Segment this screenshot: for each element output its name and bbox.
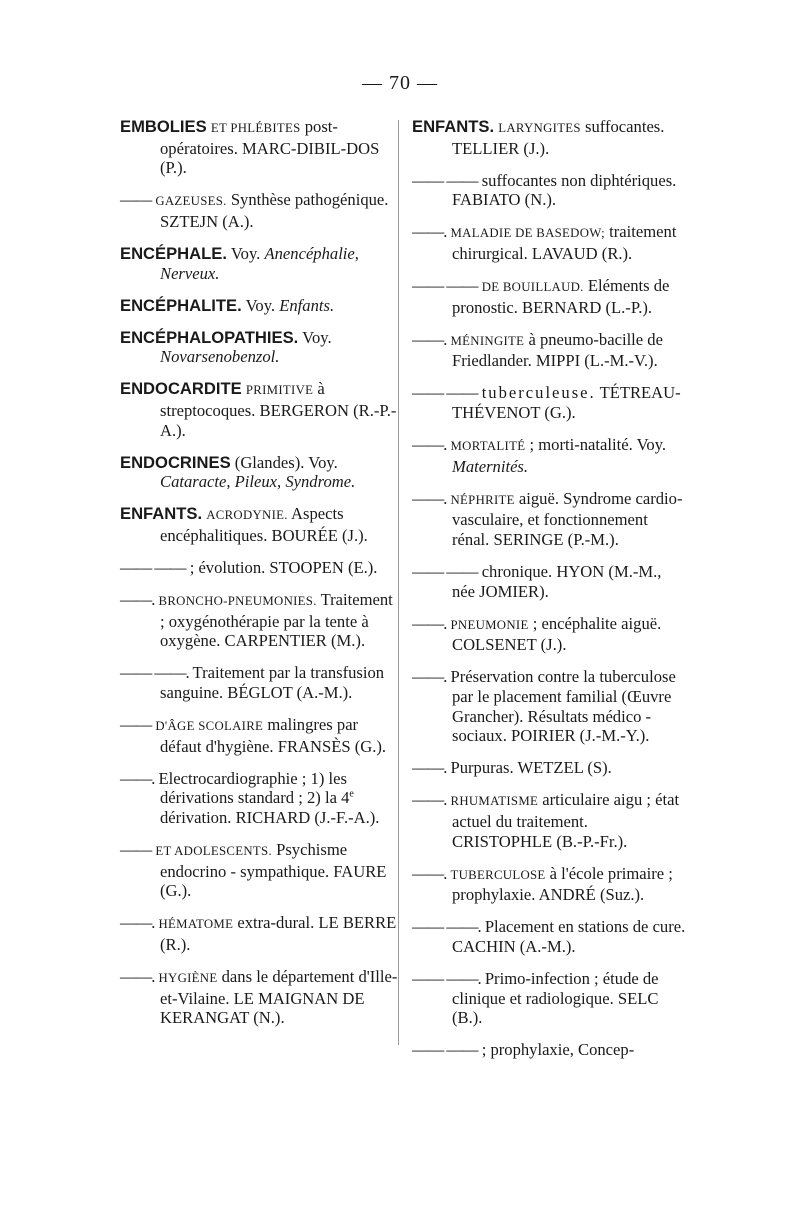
entry-spaced-text: tuberculeuse. xyxy=(481,383,596,403)
repeat-dash: ——. xyxy=(412,222,447,242)
repeat-dash: —— —— xyxy=(412,1040,478,1060)
entry-heading: ENDOCRINES xyxy=(120,452,231,472)
entry-text: post-opératoires. MARC-DIBIL-DOS (P.). xyxy=(160,117,380,178)
index-entry xyxy=(120,379,400,440)
entry-text: Synthèse pathogénique. SZTEJN (A.). xyxy=(160,190,389,231)
left-column xyxy=(120,117,400,1040)
entry-subheading: HYGIÈNE xyxy=(158,971,218,986)
index-entry xyxy=(412,864,688,905)
entry-text: Psychisme endocrino - sympathique. FAURE (G.). xyxy=(160,840,387,901)
index-entry xyxy=(412,758,688,778)
index-entry xyxy=(412,435,688,476)
repeat-dash: —— —— xyxy=(412,170,478,190)
entry-text: dérivation. RICHARD (J.-F.-A.). xyxy=(160,808,380,828)
repeat-dash: —— —— xyxy=(120,558,186,578)
entry-subheading: MALADIE DE BASEDOW; xyxy=(450,226,606,241)
entry-heading: ENDOCARDITE xyxy=(120,379,242,399)
index-entry xyxy=(412,330,688,371)
entry-text: à l'école primaire ; prophylaxie. ANDRÉ (Suz.). xyxy=(452,863,673,905)
entry-subheading: NÉPHRITE xyxy=(450,492,515,507)
entry-text: traitement chirurgical. LAVAUD (R.). xyxy=(452,222,677,263)
repeat-dash: —— ——. xyxy=(412,969,481,989)
entry-text: Traitement par la transfusion sanguine. BÉGLOT (A.-M.). xyxy=(160,663,385,703)
index-entry xyxy=(120,590,400,651)
index-entry xyxy=(412,917,688,956)
entry-text: suffocantes non diphtériques. FABIATO (N.). xyxy=(452,170,677,210)
entry-text: (Glandes). Voy. xyxy=(234,452,338,472)
entry-subheading: BRONCHO-PNEUMONIES. xyxy=(158,594,317,609)
entry-text: extra-dural. LE BERRE (R.). xyxy=(160,913,397,954)
index-entry xyxy=(120,558,400,578)
repeat-dash: ——. xyxy=(412,667,447,687)
entry-text: à pneumo-bacille de Friedlander. MIPPI (L.-M.-V.). xyxy=(452,329,663,371)
index-entry xyxy=(120,715,400,756)
repeat-dash: —— —— xyxy=(412,276,478,296)
entry-text: suffocantes. TELLIER (J.). xyxy=(452,117,665,158)
repeat-dash: —— ——. xyxy=(412,917,481,937)
entry-text: ; encéphalite aiguë. COLSENET (J.). xyxy=(452,613,662,655)
entry-subheading: GAZEUSES. xyxy=(155,194,227,209)
entry-text: Aspects encéphalitiques. BOURÉE (J.). xyxy=(160,504,368,545)
entry-subheading: PRIMITIVE xyxy=(245,383,314,398)
entry-heading: ENFANTS. xyxy=(120,504,203,524)
entry-crossref: Cataracte, Pileux, Syndrome. xyxy=(160,472,356,492)
index-entry xyxy=(120,328,400,367)
entry-subheading: RHUMATISME xyxy=(450,794,539,809)
index-entry xyxy=(412,276,688,317)
entry-subheading: DE BOUILLAUD. xyxy=(481,280,584,295)
entry-subheading: LARYNGITES xyxy=(498,121,581,135)
entry-text: Electrocardiographie ; 1) les dérivations standard ; 2) la 4 xyxy=(158,768,350,808)
superscript: e xyxy=(349,788,354,800)
entry-text: dans le département d'Ille-et-Vilaine. LE MAIGNAN DE KERANGAT (N.). xyxy=(160,967,398,1028)
entry-subheading: D'ÂGE SCOLAIRE xyxy=(155,719,264,734)
entry-subheading: ET PHLÉBITES xyxy=(210,121,301,135)
entry-heading: ENFANTS. xyxy=(412,117,495,136)
index-entry xyxy=(412,667,688,745)
index-entry xyxy=(120,453,400,492)
index-entry xyxy=(412,489,688,550)
entry-heading: ENCÉPHALITE. xyxy=(120,295,242,315)
index-entry xyxy=(412,171,688,210)
repeat-dash: ——. xyxy=(412,863,447,883)
repeat-dash: —— —— xyxy=(412,562,478,582)
index-entry xyxy=(412,383,688,422)
entry-text: Voy. xyxy=(230,243,261,263)
repeat-dash: ——. xyxy=(120,590,155,610)
index-entry xyxy=(120,244,400,283)
entry-crossref: Enfants. xyxy=(279,295,335,315)
repeat-dash: —— xyxy=(120,840,152,860)
entry-text: Traitement ; oxygénothérapie par la tente à oxygène. CARPENTIER (M.). xyxy=(160,590,393,651)
index-entry xyxy=(412,790,688,851)
entry-subheading: PNEUMONIE xyxy=(450,617,529,632)
index-entry xyxy=(412,969,688,1028)
index-entry xyxy=(120,190,400,231)
entry-subheading: HÉMATOME xyxy=(158,917,234,932)
repeat-dash: —— ——. xyxy=(120,663,189,683)
right-column xyxy=(412,117,688,1072)
index-entry xyxy=(120,840,400,901)
index-entry xyxy=(412,1040,688,1060)
repeat-dash: ——. xyxy=(120,913,155,933)
entry-text: ; évolution. STOOPEN (E.). xyxy=(189,558,378,578)
index-entry xyxy=(120,967,400,1028)
entry-text: Voy. xyxy=(245,295,276,315)
entry-text: Eléments de pronostic. BERNARD (L.-P.). xyxy=(452,276,670,317)
entry-subheading: MÉNINGITE xyxy=(450,333,525,348)
repeat-dash: ——. xyxy=(120,768,155,788)
entry-subheading: ACRODYNIE. xyxy=(206,508,288,523)
entry-text: chronique. HYON (M.-M., née JOMIER). xyxy=(452,562,662,601)
entry-crossref: Novarsenobenzol. xyxy=(160,347,280,367)
repeat-dash: ——. xyxy=(412,488,447,508)
entry-text: Placement en stations de cure. CACHIN (A.-M.). xyxy=(452,917,686,956)
entry-text: Voy. xyxy=(302,327,332,347)
repeat-dash: ——. xyxy=(412,329,447,349)
repeat-dash: ——. xyxy=(120,967,155,987)
entry-text: Préservation contre la tuberculose par le placement familial (Œuvre Grancher). Résultats médico - sociaux. POIRIER (J.-M.-Y.). xyxy=(450,667,676,746)
index-entry xyxy=(412,222,688,263)
entry-text: à streptocoques. BERGERON (R.-P.-A.). xyxy=(160,379,397,440)
entry-text: ; prophylaxie, Concep- xyxy=(481,1040,635,1060)
entry-text: aiguë. Syndrome cardio-vasculaire, et fonctionnement rénal. SERINGE (P.-M.). xyxy=(452,488,683,549)
index-entry xyxy=(120,769,400,828)
index-entry xyxy=(412,562,688,601)
repeat-dash: —— xyxy=(120,190,152,210)
entry-heading: ENCÉPHALE. xyxy=(120,243,227,263)
index-entry xyxy=(120,663,400,702)
repeat-dash: ——. xyxy=(412,790,447,810)
entry-crossref: Maternités. xyxy=(452,456,529,476)
entry-text: TÉTREAU-THÉVENOT (G.). xyxy=(452,383,681,423)
entry-subheading: MORTALITÉ xyxy=(450,439,526,454)
entry-crossref: Anencéphalie, Nerveux. xyxy=(160,243,359,283)
entry-subheading: TUBERCULOSE xyxy=(450,867,546,882)
entry-text: malingres par défaut d'hygiène. FRANSÈS (G.). xyxy=(160,715,387,756)
entry-text: articulaire aigu ; état actuel du traitement. CRISTOPHLE (B.-P.-Fr.). xyxy=(452,790,680,851)
entry-heading: EMBOLIES xyxy=(120,117,207,136)
repeat-dash: ——. xyxy=(412,758,447,778)
repeat-dash: ——. xyxy=(412,613,447,633)
repeat-dash: —— xyxy=(120,715,152,735)
index-entry xyxy=(120,504,400,545)
entry-heading: ENCÉPHALOPATHIES. xyxy=(120,327,299,347)
page-number: — 70 — xyxy=(362,72,438,94)
index-entry xyxy=(120,117,400,178)
index-entry xyxy=(412,117,688,158)
entry-subheading: ET ADOLESCENTS. xyxy=(155,844,272,859)
repeat-dash: ——. xyxy=(412,435,447,455)
index-entry xyxy=(120,296,400,316)
repeat-dash: —— —— xyxy=(412,383,478,403)
index-entry xyxy=(412,614,688,655)
index-entry xyxy=(120,913,400,954)
entry-text: ; morti-natalité. Voy. xyxy=(529,435,667,455)
entry-text: Purpuras. WETZEL (S). xyxy=(450,758,612,778)
entry-text: Primo-infection ; étude de clinique et radiologique. SELC (B.). xyxy=(452,969,659,1028)
